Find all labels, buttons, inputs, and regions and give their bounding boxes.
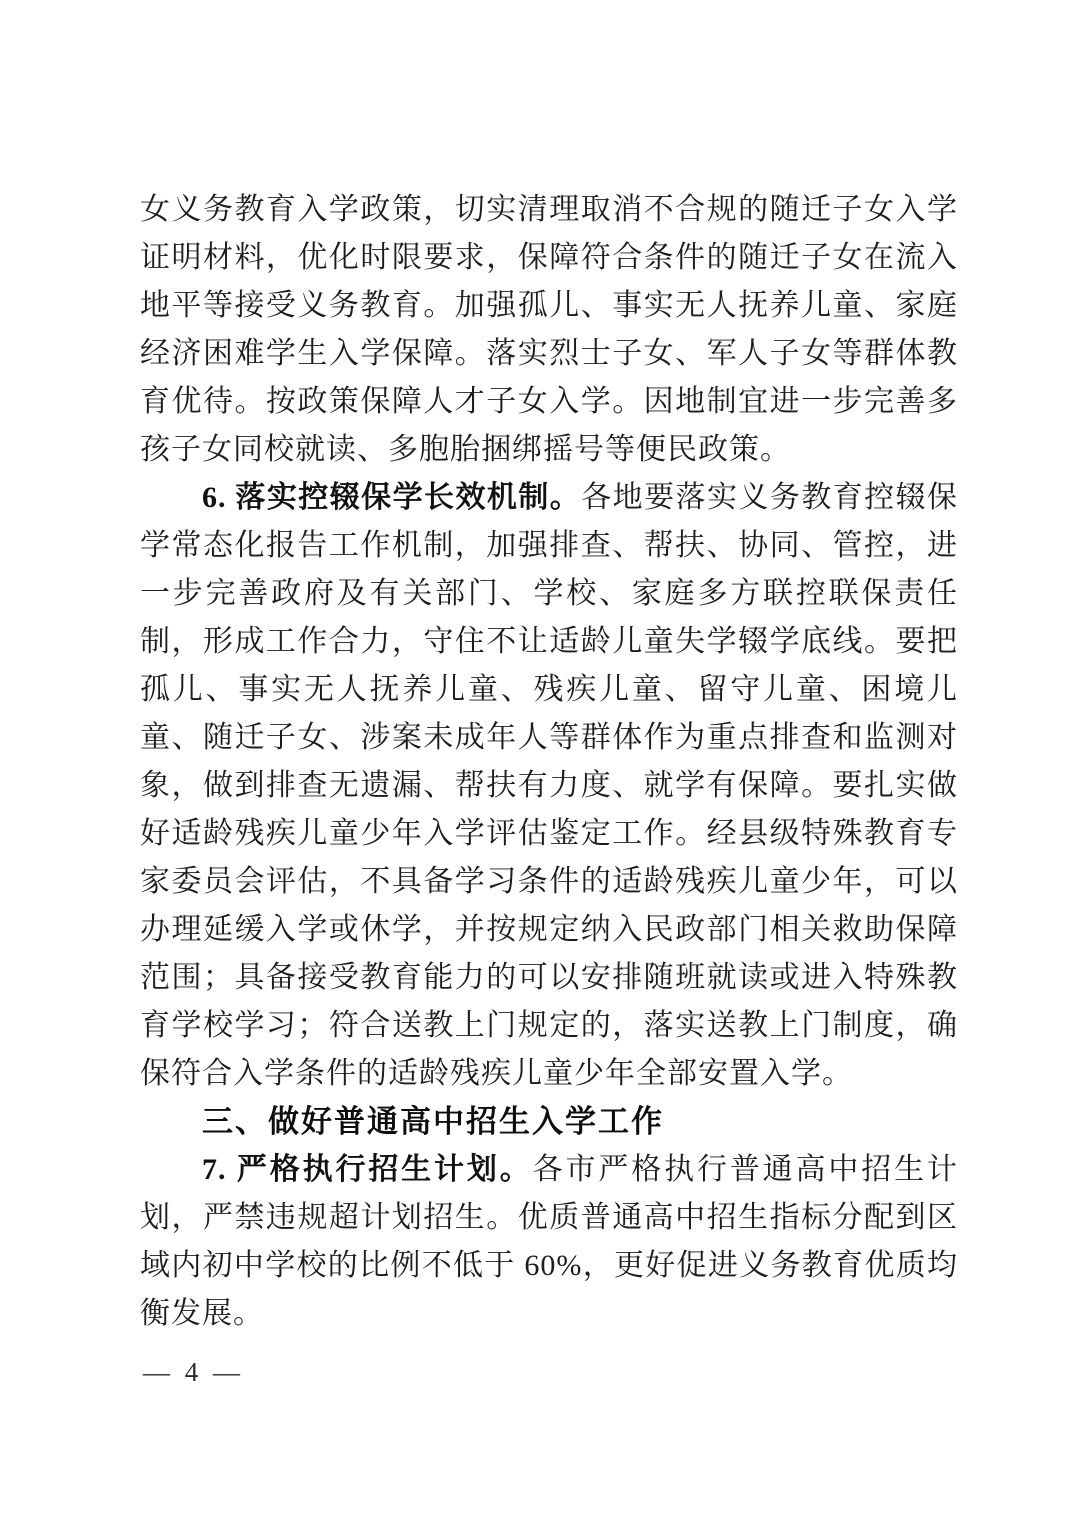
paragraph-item-6 — [140, 474, 958, 1098]
item-6-body-text: 各地要落实义务教育控辍保学常态化报告工作机制，加强排查、帮扶、协同、管控，进一步完善政府及有关部门、学校、家庭多方联控联保责任制，形成工作合力，守住不让适龄儿童失学辍学底线。要把孤儿、事实无人抚养儿童、残疾儿童、留守儿童、困境儿童、随迁子女、涉案未成年人等群体作为重点排查和监测对象，做到排查无遗漏、帮扶有力度、就学有保障。要扎实做好适龄残疾儿童少年入学评估鉴定工作。经县级特殊教育专家委员会评估，不具备学习条件的适龄残疾儿童少年，可以办理延缓入学或休学，并按规定纳入民政部门相关救助保障范围；具备接受教育能力的可以安排随班就读或进入特殊教育学校学习；符合送教上门规定的，落实送教上门制度，确保符合入学条件的适龄残疾儿童少年全部安置入学。 — [140, 481, 959, 1090]
section-heading-3 — [140, 1098, 958, 1146]
item-6-lead-in: 6. 落实控辍保学长效机制。 — [202, 481, 582, 514]
paragraph-continuation — [140, 186, 958, 474]
document-body — [140, 186, 958, 1338]
paragraph-continuation-text: 女义务教育入学政策，切实清理取消不合规的随迁子女入学证明材料，优化时限要求，保障符合条件的随迁子女在流入地平等接受义务教育。加强孤儿、事实无人抚养儿童、家庭经济困难学生入学保障。落实烈士子女、军人子女等群体教育优待。按政策保障人才子女入学。因地制宜进一步完善多孩子女同校就读、多胞胎捆绑摇号等便民政策。 — [140, 193, 958, 466]
item-7-lead-in: 7. 严格执行招生计划。 — [202, 1153, 533, 1186]
item-7-body-text: 各市严格执行普通高中招生计划，严禁违规超计划招生。优质普通高中招生指标分配到区域内初中学校的比例不低于 60%，更好促进义务教育优质均衡发展。 — [140, 1153, 959, 1330]
page-number — [143, 1352, 244, 1392]
page-number-label: — 4 — — [143, 1357, 244, 1387]
paragraph-item-7 — [140, 1146, 958, 1338]
section-heading-3-text: 三、做好普通高中招生入学工作 — [202, 1104, 664, 1139]
